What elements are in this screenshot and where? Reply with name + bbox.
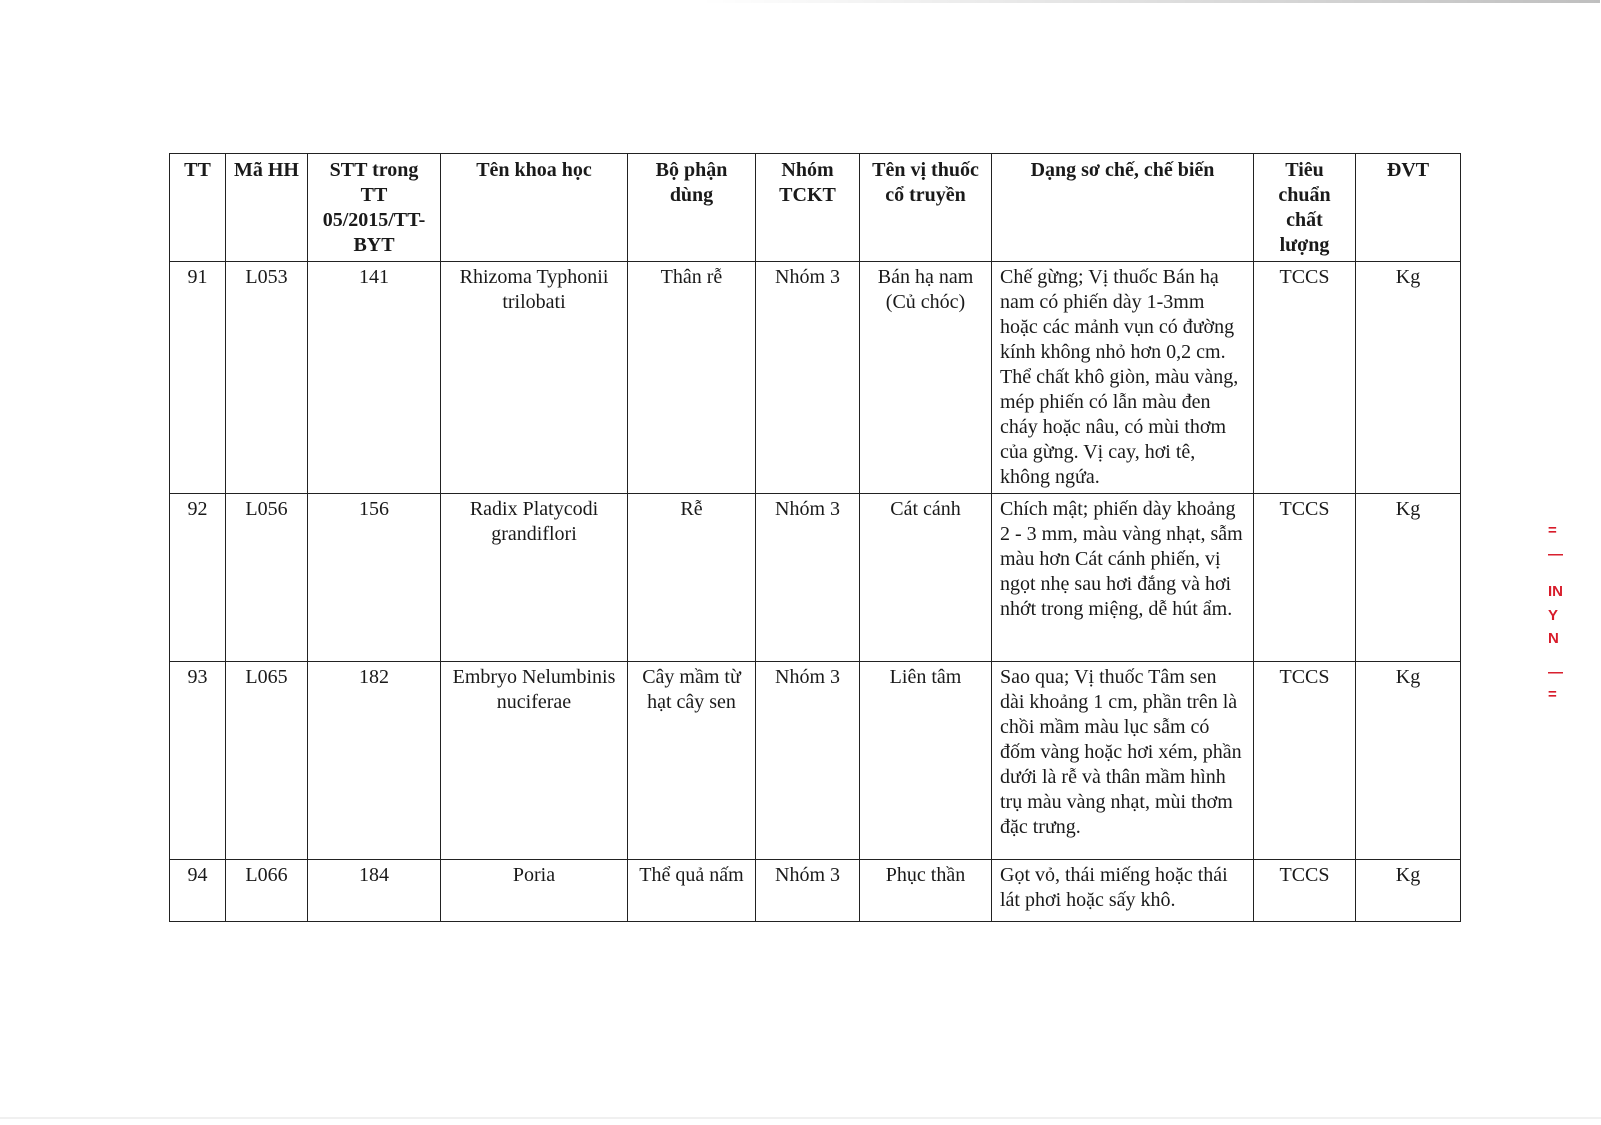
header-bo-phan-dung: Bộ phận dùng [628, 154, 756, 262]
table-row [170, 494, 1461, 662]
table-row [170, 262, 1461, 494]
cell-nhom-tckt: Nhóm 3 [756, 662, 860, 860]
cell-dvt: Kg [1356, 662, 1461, 860]
header-ma-hh: Mã HH [226, 154, 308, 262]
margin-mark: IN [1548, 583, 1563, 600]
cell-bo-phan-dung: Cây mầm từ hạt cây sen [628, 662, 756, 860]
cell-dang-che-bien: Sao qua; Vị thuốc Tâm sen dài khoảng 1 cm, phần trên là chồi mầm màu lục sẫm có đốm vàng hoặc hơi xém, phần dưới là rễ và thân mầm hình trụ màu vàng nhạt, mùi thơm đặc trưng. [992, 662, 1254, 860]
cell-ten-vi-thuoc: Phục thần [860, 860, 992, 922]
cell-ten-khoa-hoc: Poria [441, 860, 628, 922]
cell-ten-khoa-hoc: Rhizoma Typhonii trilobati [441, 262, 628, 494]
scan-edge-bottom [0, 1117, 1601, 1119]
cell-ma-hh: L056 [226, 494, 308, 662]
margin-mark: Y [1548, 607, 1559, 624]
cell-bo-phan-dung: Rễ [628, 494, 756, 662]
cell-stt: 182 [308, 662, 441, 860]
header-tt: TT [170, 154, 226, 262]
cell-bo-phan-dung: Thể quả nấm [628, 860, 756, 922]
cell-tt: 91 [170, 262, 226, 494]
header-ten-vi-thuoc: Tên vị thuốc cổ truyền [860, 154, 992, 262]
scan-edge-top [700, 0, 1600, 3]
margin-mark: — [1548, 546, 1563, 563]
cell-stt: 184 [308, 860, 441, 922]
cell-stt: 141 [308, 262, 441, 494]
cell-ma-hh: L066 [226, 860, 308, 922]
cell-ten-khoa-hoc: Embryo Nelumbinis nuciferae [441, 662, 628, 860]
cell-bo-phan-dung: Thân rễ [628, 262, 756, 494]
cell-tt: 94 [170, 860, 226, 922]
cell-ten-vi-thuoc: Liên tâm [860, 662, 992, 860]
cell-dvt: Kg [1356, 262, 1461, 494]
cell-tt: 92 [170, 494, 226, 662]
margin-mark: = [1548, 522, 1557, 539]
header-dvt: ĐVT [1356, 154, 1461, 262]
cell-tieu-chuan: TCCS [1254, 860, 1356, 922]
table-row [170, 662, 1461, 860]
cell-nhom-tckt: Nhóm 3 [756, 860, 860, 922]
cell-ma-hh: L053 [226, 262, 308, 494]
cell-stt: 156 [308, 494, 441, 662]
medicinal-herbs-table [169, 153, 1461, 922]
cell-ten-khoa-hoc: Radix Platycodi grandiflori [441, 494, 628, 662]
margin-mark: — [1548, 664, 1563, 681]
cell-tieu-chuan: TCCS [1254, 262, 1356, 494]
cell-tieu-chuan: TCCS [1254, 662, 1356, 860]
cell-ten-vi-thuoc: Bán hạ nam (Củ chóc) [860, 262, 992, 494]
margin-mark: N [1548, 630, 1559, 647]
header-ten-khoa-hoc: Tên khoa học [441, 154, 628, 262]
cell-ma-hh: L065 [226, 662, 308, 860]
cell-dvt: Kg [1356, 494, 1461, 662]
cell-tt: 93 [170, 662, 226, 860]
cell-dvt: Kg [1356, 860, 1461, 922]
margin-mark: = [1548, 686, 1557, 703]
header-tieu-chuan: Tiêu chuẩn chất lượng [1254, 154, 1356, 262]
table-header-row [170, 154, 1461, 262]
cell-nhom-tckt: Nhóm 3 [756, 494, 860, 662]
header-dang-che-bien: Dạng sơ chế, chế biến [992, 154, 1254, 262]
cell-nhom-tckt: Nhóm 3 [756, 262, 860, 494]
table-row [170, 860, 1461, 922]
cell-ten-vi-thuoc: Cát cánh [860, 494, 992, 662]
cell-dang-che-bien: Chế gừng; Vị thuốc Bán hạ nam có phiến dày 1-3mm hoặc các mảnh vụn có đường kính không nhỏ hơn 0,2 cm. Thể chất khô giòn, màu vàng, mép phiến có lẫn màu đen cháy hoặc nâu, có mùi thơm của gừng. Vị cay, hơi tê, không ngứa. [992, 262, 1254, 494]
header-nhom-tckt: Nhóm TCKT [756, 154, 860, 262]
header-stt: STT trong TT 05/2015/TT-BYT [308, 154, 441, 262]
cell-dang-che-bien: Chích mật; phiến dày khoảng 2 - 3 mm, màu vàng nhạt, sẫm màu hơn Cát cánh phiến, vị ngọt nhẹ sau hơi đắng và hơi nhớt trong miệng, dễ hút ẩm. [992, 494, 1254, 662]
cell-tieu-chuan: TCCS [1254, 494, 1356, 662]
cell-dang-che-bien: Gọt vỏ, thái miếng hoặc thái lát phơi hoặc sấy khô. [992, 860, 1254, 922]
